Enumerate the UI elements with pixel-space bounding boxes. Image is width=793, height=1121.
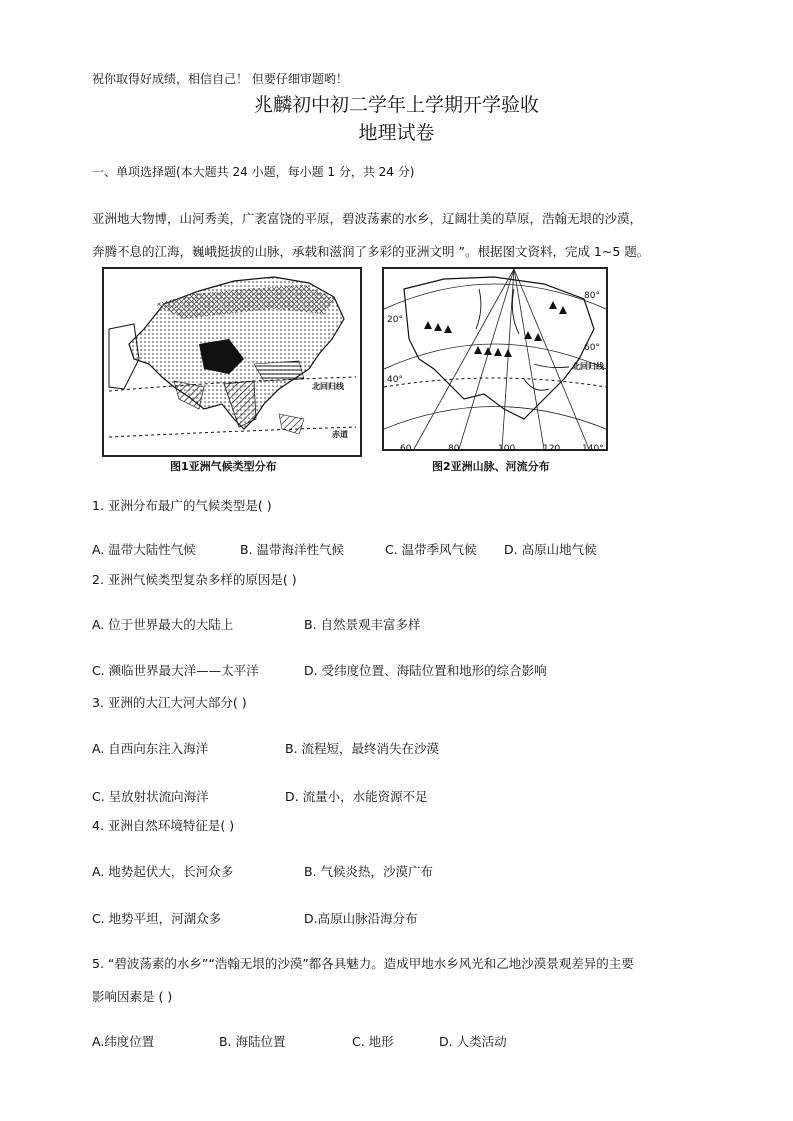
q2-option-c: C. 濒临世界最大洋——太平洋 bbox=[92, 663, 259, 678]
lat-label-60: 60° bbox=[584, 343, 600, 353]
q2-option-b: B. 自然景观丰富多样 bbox=[304, 617, 421, 632]
q5-option-b: B. 海陆位置 bbox=[219, 1034, 286, 1049]
q4-option-c: C. 地势平坦，河湖众多 bbox=[92, 911, 222, 926]
equator-label: 赤道 bbox=[332, 430, 348, 439]
figure-2-tropic-label: 北回归线 bbox=[572, 362, 604, 371]
q4-option-a: A. 地势起伏大，长河众多 bbox=[92, 864, 234, 879]
tropic-label: 北回归线 bbox=[312, 382, 344, 391]
q3-option-b: B. 流程短，最终消失在沙漠 bbox=[285, 741, 440, 756]
exam-title: 兆麟初中初二学年上学期开学验收 bbox=[253, 94, 539, 116]
lon-label-80: 80 bbox=[448, 444, 460, 454]
q1-option-d: D. 高原山地气候 bbox=[504, 542, 597, 557]
q3-option-c: C. 呈放射状流向海洋 bbox=[92, 789, 209, 804]
lat-label-80: 80° bbox=[584, 291, 600, 301]
question-5-stem-line-2: 影响因素是 ( ) bbox=[92, 989, 173, 1004]
exam-subtitle: 地理试卷 bbox=[358, 122, 435, 144]
q1-option-b: B. 温带海洋性气候 bbox=[240, 542, 345, 557]
lon-label-140: 140° bbox=[582, 444, 604, 454]
lon-label-60: 60 bbox=[400, 444, 412, 454]
q3-option-d: D. 流量小，水能资源不足 bbox=[285, 789, 428, 804]
figure-1-caption: 图1亚洲气候类型分布 bbox=[170, 460, 277, 473]
question-4-stem: 4. 亚洲自然环境特征是( ) bbox=[92, 818, 235, 833]
section-heading: 一、单项选择题(本大题共 24 小题，每小题 1 分，共 24 分) bbox=[92, 165, 415, 179]
q4-option-b: B. 气候炎热，沙漠广布 bbox=[304, 864, 434, 879]
lon-label-100: 100 bbox=[498, 444, 516, 454]
figure-2-mountain-river-map bbox=[382, 267, 608, 451]
question-2-stem: 2. 亚洲气候类型复杂多样的原因是( ) bbox=[92, 572, 297, 587]
q1-option-a: A. 温带大陆性气候 bbox=[92, 542, 196, 557]
question-5-stem-line-1: 5. “碧波荡素的水乡”“浩翰无垠的沙漠”都各具魅力。造成甲地水乡风光和乙地沙漠景观差异的主要 bbox=[92, 956, 634, 971]
q5-option-d: D. 人类活动 bbox=[439, 1034, 507, 1049]
q1-option-c: C. 温带季风气候 bbox=[385, 542, 477, 557]
climate-map-drawing bbox=[104, 269, 360, 455]
q5-option-c: C. 地形 bbox=[352, 1034, 394, 1049]
figure-2-caption: 图2亚洲山脉、河流分布 bbox=[432, 460, 550, 473]
question-3-stem: 3. 亚洲的大江大河大部分( ) bbox=[92, 695, 247, 710]
intro-line-1: 亚洲地大物博，山河秀美，广袤富饶的平原，碧波荡素的水乡，辽阔壮美的草原，浩翰无垠的沙漠， bbox=[92, 211, 643, 226]
lon-label-120: 120 bbox=[543, 444, 561, 454]
q4-option-d: D.高原山脉沿海分布 bbox=[304, 911, 418, 926]
header-note: 祝你取得好成绩，相信自己！ 但要仔细审题哟！ bbox=[92, 72, 348, 86]
q2-option-a: A. 位于世界最大的大陆上 bbox=[92, 617, 234, 632]
lat-label-20: 20° bbox=[387, 315, 403, 325]
mountain-river-drawing bbox=[384, 269, 606, 449]
question-1-stem: 1. 亚洲分布最广的气候类型是( ) bbox=[92, 498, 272, 513]
q5-option-a: A.纬度位置 bbox=[92, 1034, 155, 1049]
q3-option-a: A. 自西向东注入海洋 bbox=[92, 741, 209, 756]
figure-1-climate-map bbox=[102, 267, 362, 457]
q2-option-d: D. 受纬度位置、海陆位置和地形的综合影响 bbox=[304, 663, 547, 678]
intro-line-2: 奔腾不息的江海，巍峨挺拔的山脉，承载和滋润了多彩的亚洲文明 ”。根据图文资料，完成 1~5 题。 bbox=[92, 244, 650, 259]
lat-label-40: 40° bbox=[387, 375, 403, 385]
